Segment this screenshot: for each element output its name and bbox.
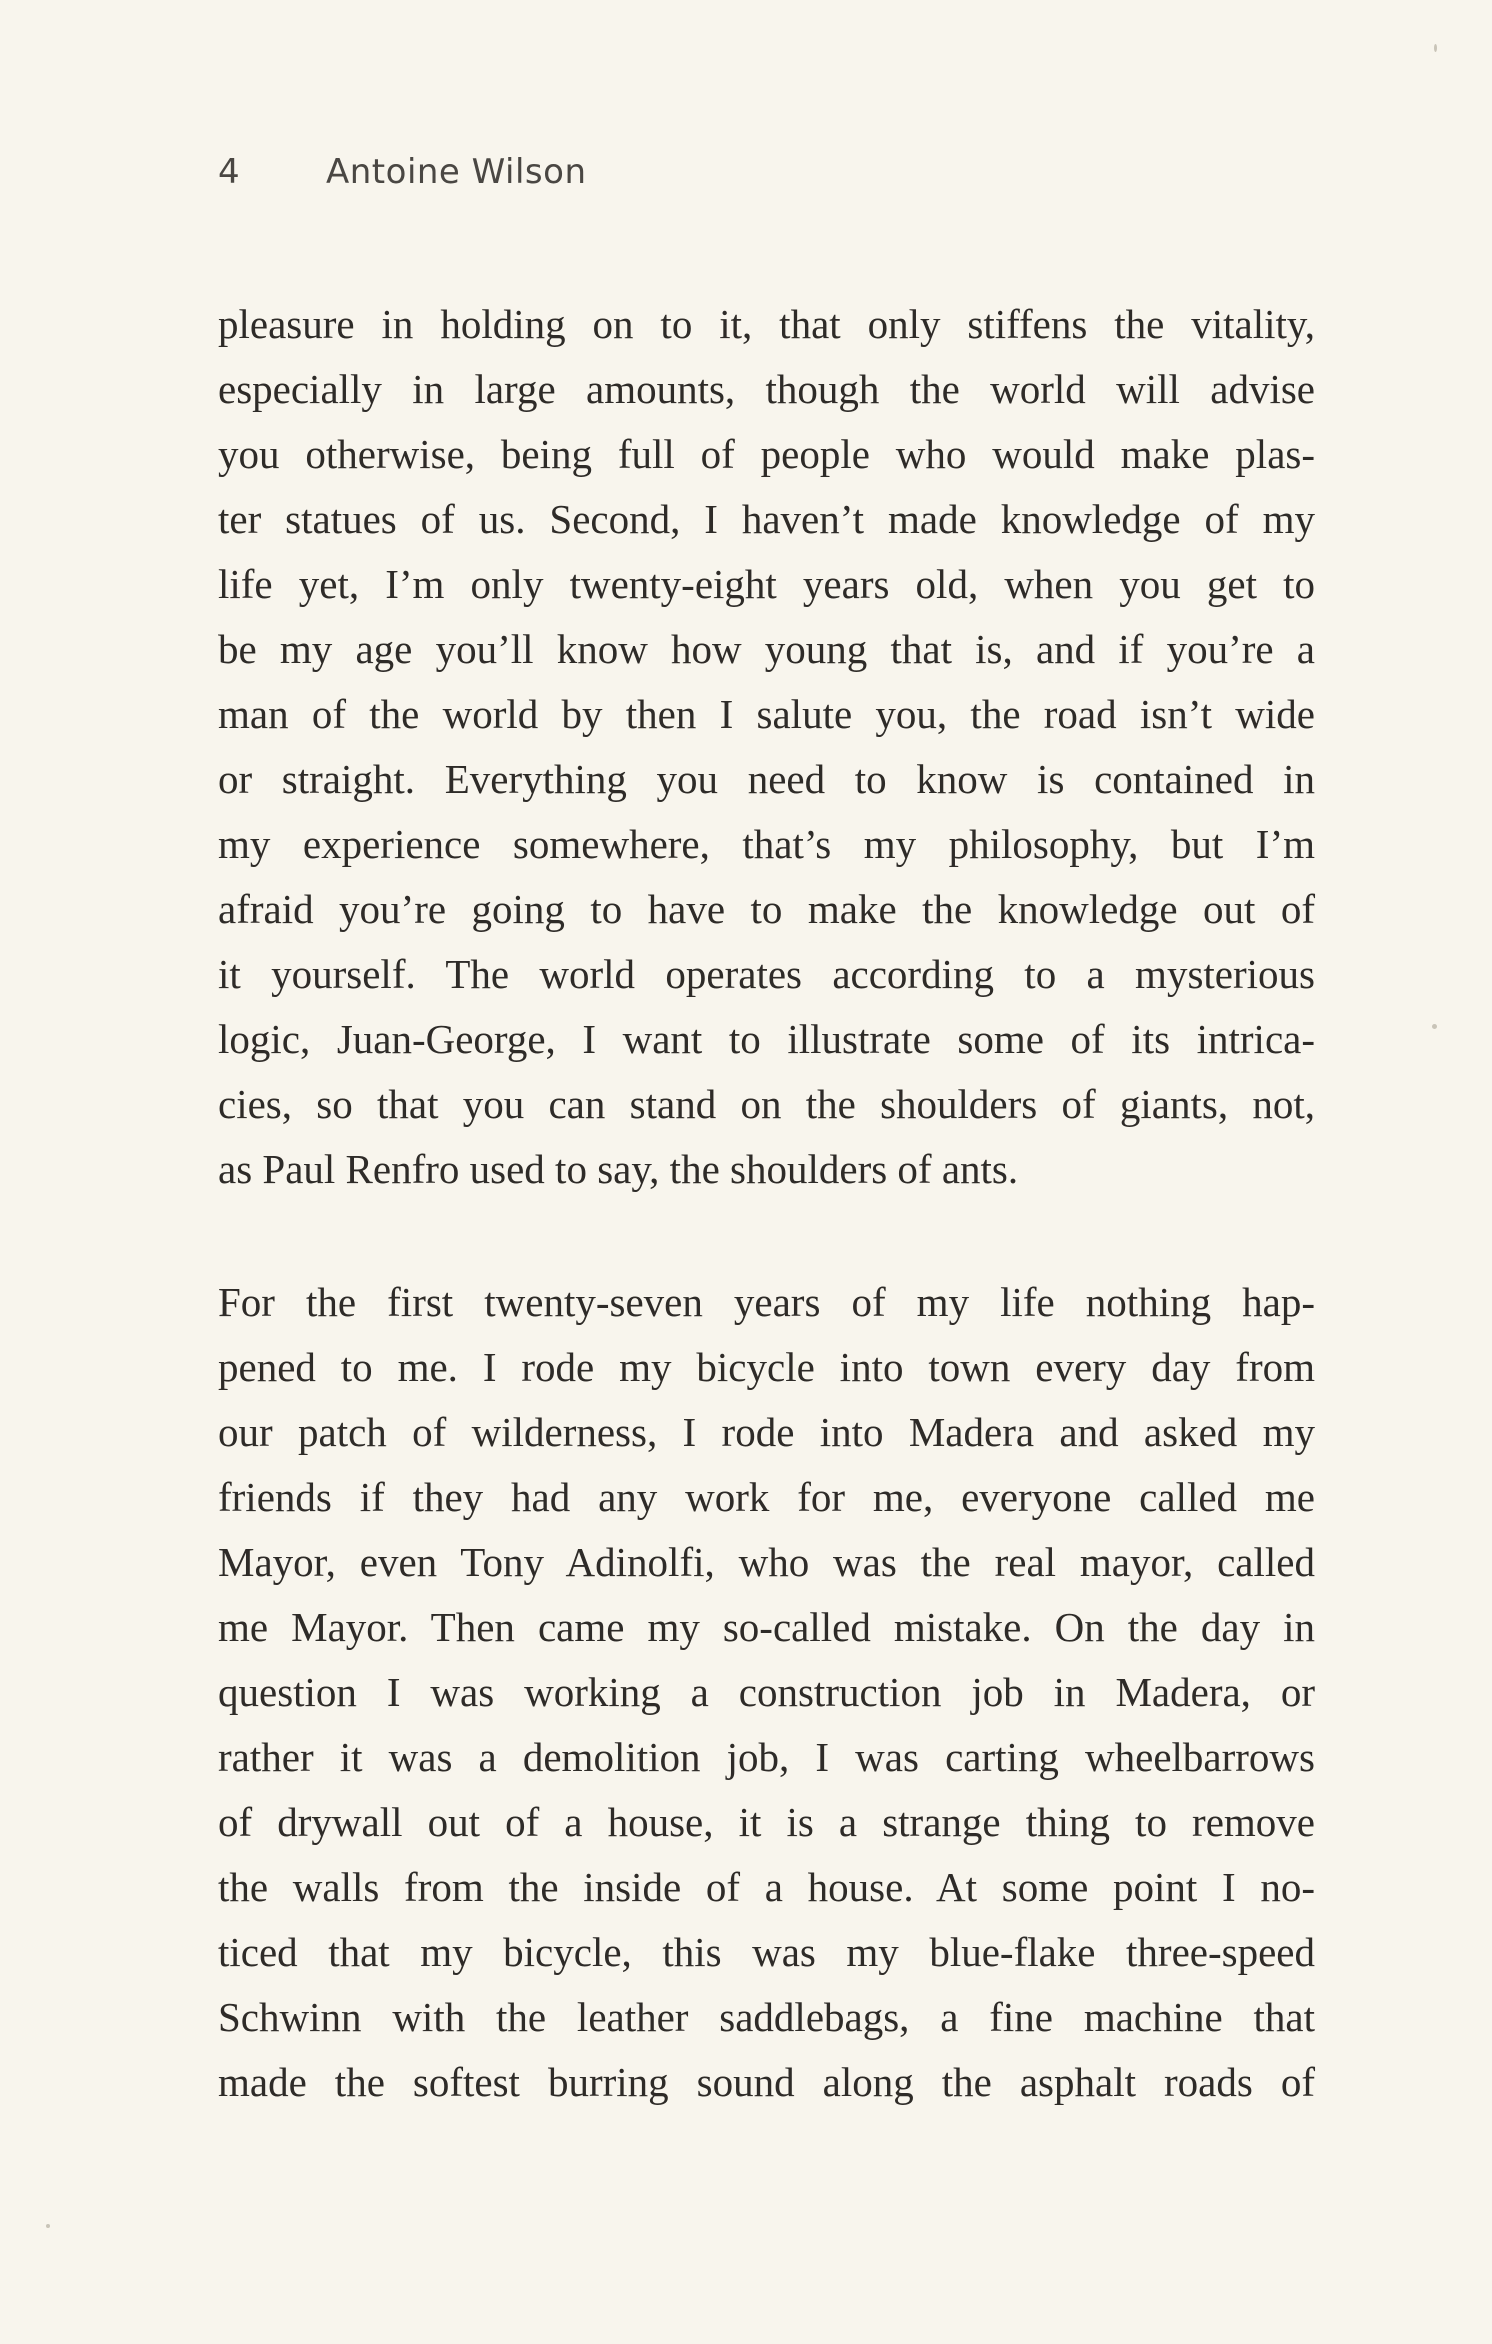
text-line: afraid you’re going to have to make the knowledge out of — [218, 886, 1315, 932]
text-line: ticed that my bicycle, this was my blue-flake three-speed — [218, 1929, 1315, 1975]
text-line: cies, so that you can stand on the shoulders of giants, not, — [218, 1081, 1315, 1127]
text-line: it yourself. The world operates according to a mysterious — [218, 951, 1315, 997]
paper-speck — [46, 2224, 50, 2228]
text-line: me Mayor. Then came my so-called mistake. On the day in — [218, 1604, 1315, 1650]
text-line: pleasure in holding on to it, that only stiffens the vitality, — [218, 301, 1315, 347]
paragraph-2 — [218, 1270, 1315, 2115]
text-line: ter statues of us. Second, I haven’t made knowledge of my — [218, 496, 1315, 542]
text-line: made the softest burring sound along the asphalt roads of — [218, 2059, 1315, 2105]
text-line: man of the world by then I salute you, the road isn’t wide — [218, 691, 1315, 737]
text-line: pened to me. I rode my bicycle into town every day from — [218, 1344, 1315, 1390]
author-name: Antoine Wilson — [326, 152, 587, 192]
text-line: of drywall out of a house, it is a strange thing to remove — [218, 1799, 1315, 1845]
text-line: our patch of wilderness, I rode into Madera and asked my — [218, 1409, 1315, 1455]
paper-speck — [1432, 1024, 1437, 1029]
text-line: you otherwise, being full of people who would make plas- — [218, 431, 1315, 477]
text-line: as Paul Renfro used to say, the shoulders of ants. — [218, 1146, 1019, 1192]
text-line: Mayor, even Tony Adinolfi, who was the real mayor, called — [218, 1539, 1315, 1585]
text-line: question I was working a construction job in Madera, or — [218, 1669, 1315, 1715]
paragraph-1 — [218, 292, 1315, 1202]
text-line: be my age you’ll know how young that is, and if you’re a — [218, 626, 1315, 672]
text-line: logic, Juan-George, I want to illustrate some of its intrica- — [218, 1016, 1315, 1062]
paper-speck — [1434, 44, 1437, 52]
text-line: the walls from the inside of a house. At some point I no- — [218, 1864, 1315, 1910]
text-line: or straight. Everything you need to know is contained in — [218, 756, 1315, 802]
page-number: 4 — [218, 152, 241, 192]
text-line: rather it was a demolition job, I was carting wheelbarrows — [218, 1734, 1315, 1780]
text-line: especially in large amounts, though the world will advise — [218, 366, 1315, 412]
running-head — [218, 152, 587, 192]
text-line: life yet, I’m only twenty-eight years old, when you get to — [218, 561, 1315, 607]
text-line: my experience somewhere, that’s my philosophy, but I’m — [218, 821, 1315, 867]
text-line: friends if they had any work for me, everyone called me — [218, 1474, 1315, 1520]
text-line: Schwinn with the leather saddlebags, a fine machine that — [218, 1994, 1315, 2040]
text-line: For the first twenty-seven years of my life nothing hap- — [218, 1279, 1315, 1325]
